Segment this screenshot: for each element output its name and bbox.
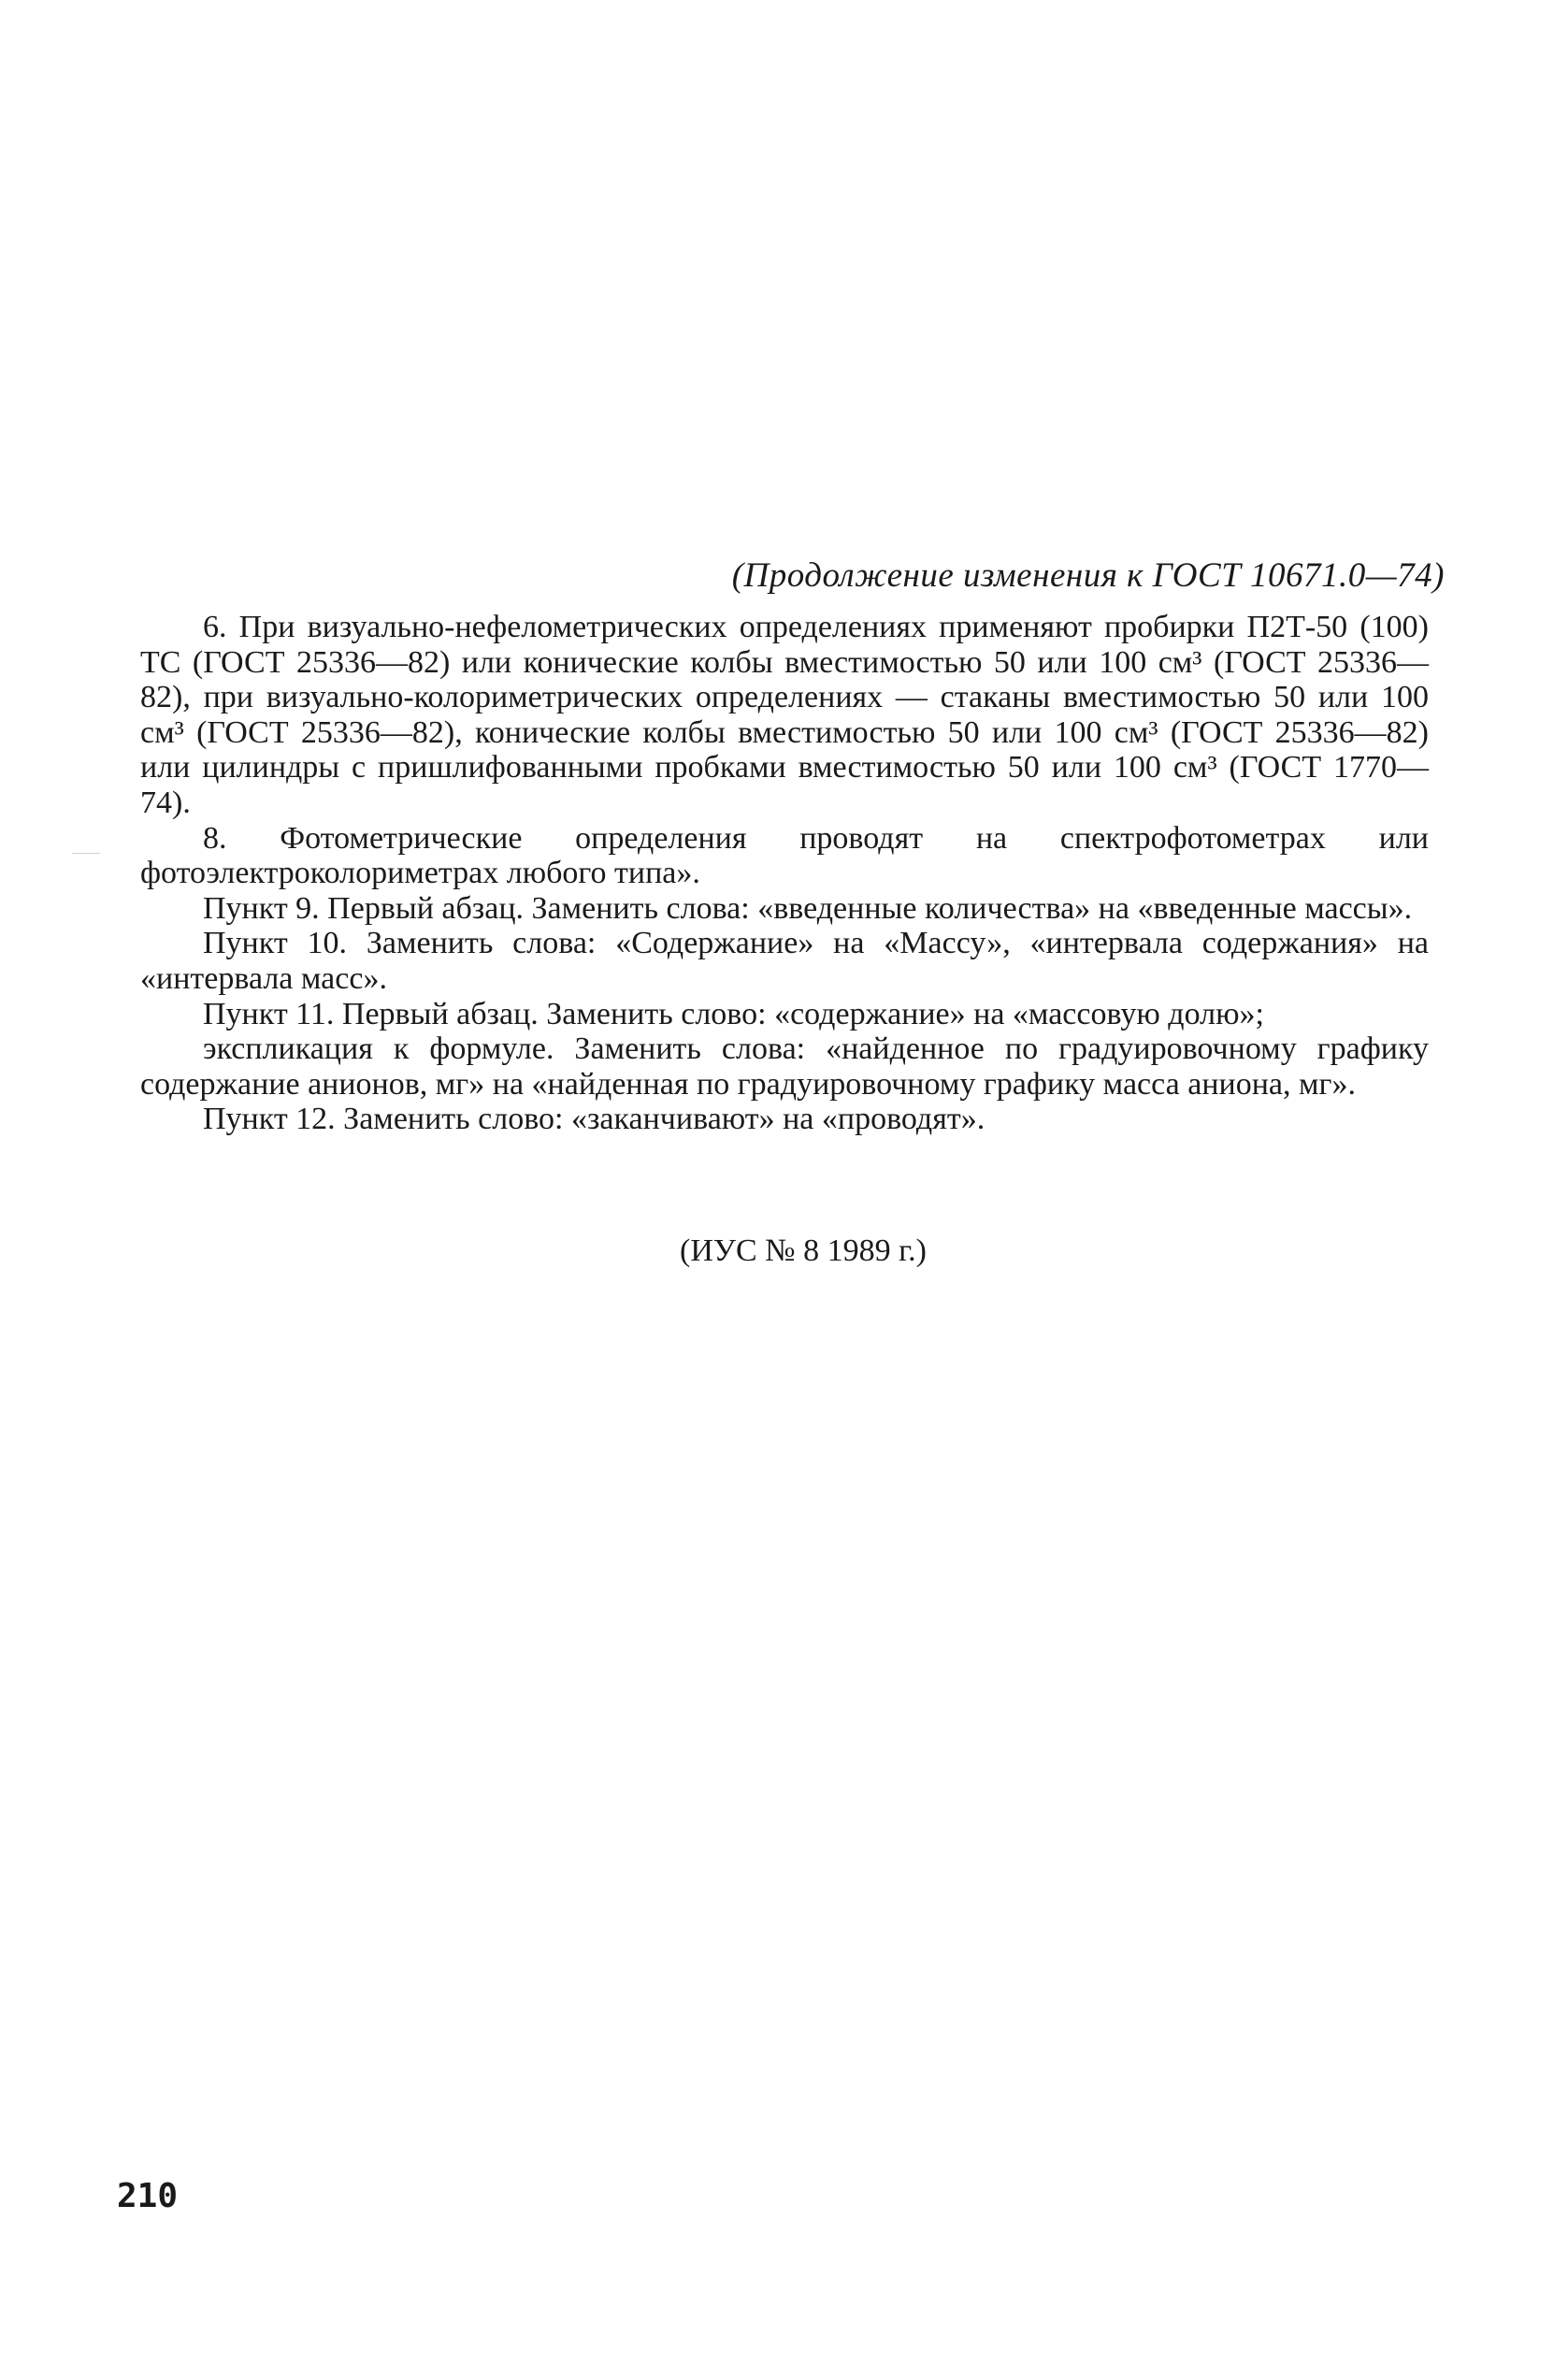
paragraph-item-6: 6. При визуально-нефелометрических определениях применяют пробирки П2Т-50 (100) ТС (ГОСТ 25336—82) или конические колбы вместимостью 50 или 100 см³ (ГОСТ 25336—82), при визуально-колориметрических определениях — стаканы вместимостью 50 или 100 см³ (ГОСТ 25336—82), конические колбы вместимостью 50 или 100 см³ (ГОСТ 25336—82) или цилиндры с пришлифованными пробками вместимостью 50 или 100 см³ (ГОСТ 1770—74). bbox=[140, 610, 1429, 820]
page-number: 210 bbox=[117, 2177, 179, 2215]
source-note: (ИУС № 8 1989 г.) bbox=[680, 1233, 927, 1268]
paragraph-explication: экспликация к формуле. Заменить слова: «найденное по градуировочному графику содержание анионов, мг» на «найденная по градуировочному графику масса аниона, мг». bbox=[140, 1031, 1429, 1102]
paragraph-punkt-12: Пункт 12. Заменить слово: «заканчивают» на «проводят». bbox=[203, 1102, 985, 1137]
paragraph-punkt-9: Пункт 9. Первый абзац. Заменить слова: «введенные количества» на «введенные массы». bbox=[203, 890, 1413, 926]
paragraph-item-8: 8. Фотометрические определения проводят на спектрофотометрах или фотоэлектроколориметрах любого типа». bbox=[140, 820, 1429, 891]
amendment-body bbox=[140, 610, 1429, 1137]
continuation-header: (Продолжение изменения к ГОСТ 10671.0—74) bbox=[731, 556, 1445, 595]
margin-mark bbox=[72, 853, 100, 854]
paragraph-punkt-11: Пункт 11. Первый абзац. Заменить слово: «содержание» на «массовую долю»; bbox=[203, 996, 1264, 1031]
paragraph-punkt-10: Пункт 10. Заменить слова: «Содержание» на «Массу», «интервала содержания» на «интервала масс». bbox=[140, 926, 1429, 996]
